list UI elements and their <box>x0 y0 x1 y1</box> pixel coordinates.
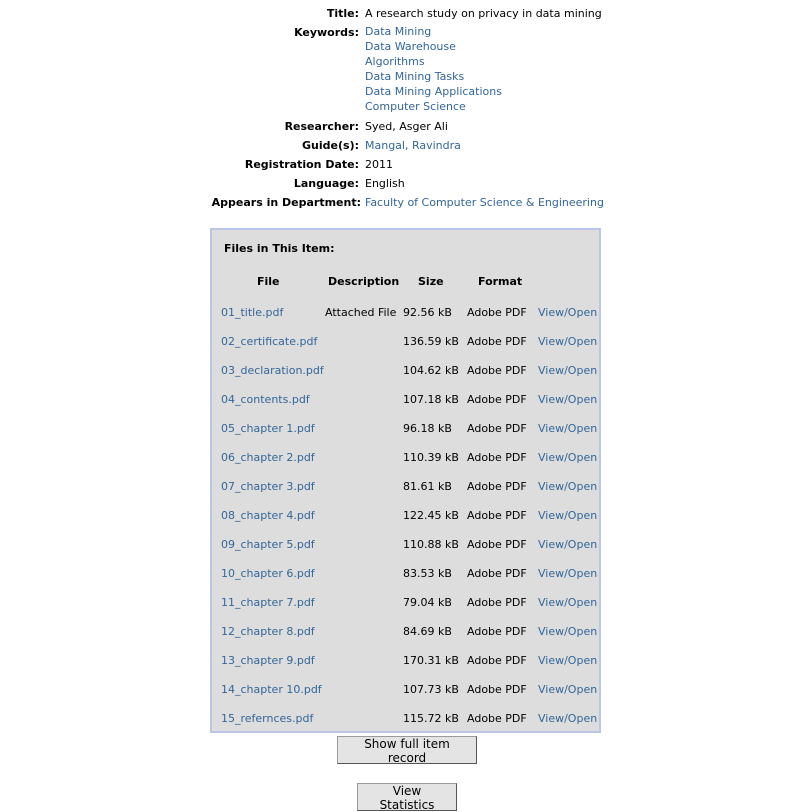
file-format: Adobe PDF <box>467 712 527 725</box>
department-label: Appears in Department: <box>211 196 361 209</box>
file-size: 81.61 kB <box>403 480 452 493</box>
file-format: Adobe PDF <box>467 335 527 348</box>
file-link[interactable]: 09_chapter 5.pdf <box>221 538 315 551</box>
file-format: Adobe PDF <box>467 625 527 638</box>
file-link[interactable]: 05_chapter 1.pdf <box>221 422 315 435</box>
table-row <box>212 478 599 507</box>
file-size: 83.53 kB <box>403 567 452 580</box>
language-label: Language: <box>293 177 359 190</box>
registration-date-value: 2011 <box>365 158 393 171</box>
keyword-link[interactable]: Algorithms <box>365 55 425 68</box>
table-row <box>212 304 599 333</box>
researcher-value: Syed, Asger Ali <box>365 120 448 133</box>
file-format: Adobe PDF <box>467 683 527 696</box>
department-link[interactable]: Faculty of Computer Science & Engineering <box>365 196 604 209</box>
files-panel <box>210 228 601 733</box>
file-format: Adobe PDF <box>467 451 527 464</box>
view-open-link[interactable]: View/Open <box>538 683 598 696</box>
table-row <box>212 536 599 565</box>
files-heading: Files in This Item: <box>224 242 335 255</box>
file-size: 122.45 kB <box>403 509 459 522</box>
file-size: 107.73 kB <box>403 683 459 696</box>
table-row <box>212 333 599 362</box>
table-row <box>212 362 599 391</box>
view-open-link[interactable]: View/Open <box>538 712 598 725</box>
keyword-link[interactable]: Computer Science <box>365 100 466 113</box>
file-size: 110.88 kB <box>403 538 459 551</box>
view-open-link[interactable]: View/Open <box>538 538 598 551</box>
table-row <box>212 507 599 536</box>
table-row <box>212 594 599 623</box>
view-open-link[interactable]: View/Open <box>538 364 598 377</box>
view-statistics-button[interactable]: View Statistics <box>357 783 457 811</box>
file-link[interactable]: 14_chapter 10.pdf <box>221 683 322 696</box>
file-link[interactable]: 02_certificate.pdf <box>221 335 318 348</box>
column-header-size: Size <box>418 275 444 288</box>
show-full-record-button[interactable]: Show full item record <box>337 736 477 764</box>
file-format: Adobe PDF <box>467 393 527 406</box>
view-open-link[interactable]: View/Open <box>538 509 598 522</box>
view-open-link[interactable]: View/Open <box>538 480 598 493</box>
column-header-file: File <box>257 275 280 288</box>
guides-label: Guide(s): <box>302 139 359 152</box>
file-format: Adobe PDF <box>467 538 527 551</box>
file-link[interactable]: 13_chapter 9.pdf <box>221 654 315 667</box>
view-open-link[interactable]: View/Open <box>538 422 598 435</box>
file-size: 107.18 kB <box>403 393 459 406</box>
file-size: 115.72 kB <box>403 712 459 725</box>
file-size: 104.62 kB <box>403 364 459 377</box>
table-row <box>212 391 599 420</box>
file-link[interactable]: 15_refernces.pdf <box>221 712 314 725</box>
file-link[interactable]: 11_chapter 7.pdf <box>221 596 315 609</box>
view-open-link[interactable]: View/Open <box>538 567 598 580</box>
table-row <box>212 681 599 710</box>
table-row <box>212 652 599 681</box>
view-open-link[interactable]: View/Open <box>538 393 598 406</box>
keyword-link[interactable]: Data Warehouse <box>365 40 456 53</box>
view-open-link[interactable]: View/Open <box>538 654 598 667</box>
file-size: 92.56 kB <box>403 306 452 319</box>
file-format: Adobe PDF <box>467 654 527 667</box>
researcher-label: Researcher: <box>284 120 359 133</box>
file-format: Adobe PDF <box>467 480 527 493</box>
title-value: A research study on privacy in data mining <box>365 7 602 20</box>
registration-date-label: Registration Date: <box>244 158 359 171</box>
keywords-label: Keywords: <box>294 26 359 39</box>
file-link[interactable]: 04_contents.pdf <box>221 393 310 406</box>
view-open-link[interactable]: View/Open <box>538 625 598 638</box>
file-format: Adobe PDF <box>467 422 527 435</box>
file-format: Adobe PDF <box>467 596 527 609</box>
file-link[interactable]: 12_chapter 8.pdf <box>221 625 315 638</box>
view-open-link[interactable]: View/Open <box>538 306 598 319</box>
file-size: 110.39 kB <box>403 451 459 464</box>
keyword-link[interactable]: Data Mining Tasks <box>365 70 465 83</box>
table-row <box>212 565 599 594</box>
file-link[interactable]: 10_chapter 6.pdf <box>221 567 315 580</box>
file-size: 136.59 kB <box>403 335 459 348</box>
table-row <box>212 710 599 739</box>
file-size: 79.04 kB <box>403 596 452 609</box>
file-format: Adobe PDF <box>467 364 527 377</box>
file-link[interactable]: 01_title.pdf <box>221 306 284 319</box>
file-format: Adobe PDF <box>467 306 527 319</box>
file-size: 170.31 kB <box>403 654 459 667</box>
column-header-description: Description <box>328 275 400 288</box>
table-row <box>212 449 599 478</box>
file-link[interactable]: 07_chapter 3.pdf <box>221 480 315 493</box>
keyword-link[interactable]: Data Mining Applications <box>365 85 502 98</box>
keywords-list <box>365 24 502 114</box>
file-description: Attached File <box>325 306 397 319</box>
guide-link[interactable]: Mangal, Ravindra <box>365 139 461 152</box>
file-size: 84.69 kB <box>403 625 452 638</box>
file-format: Adobe PDF <box>467 509 527 522</box>
file-format: Adobe PDF <box>467 567 527 580</box>
view-open-link[interactable]: View/Open <box>538 451 598 464</box>
file-link[interactable]: 06_chapter 2.pdf <box>221 451 315 464</box>
language-value: English <box>365 177 405 190</box>
keyword-link[interactable]: Data Mining <box>365 25 432 38</box>
table-row <box>212 623 599 652</box>
view-open-link[interactable]: View/Open <box>538 335 598 348</box>
file-link[interactable]: 08_chapter 4.pdf <box>221 509 315 522</box>
file-size: 96.18 kB <box>403 422 452 435</box>
table-row <box>212 420 599 449</box>
title-label: Title: <box>326 7 359 20</box>
column-header-format: Format <box>478 275 523 288</box>
file-link[interactable]: 03_declaration.pdf <box>221 364 324 377</box>
view-open-link[interactable]: View/Open <box>538 596 598 609</box>
